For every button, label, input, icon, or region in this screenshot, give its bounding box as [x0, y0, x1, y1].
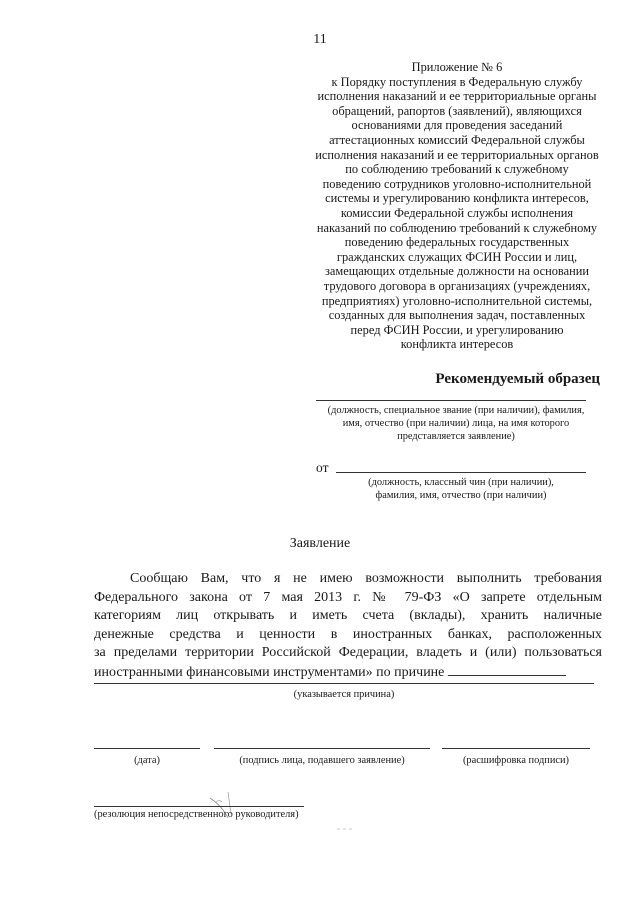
addressee-caption-line: (должность, специальное звание (при наличии), фамилия, [327, 405, 585, 416]
appendix-line: основаниями для проведения заседаний [351, 118, 563, 133]
body-line: Федерального закона от 7 мая 2013 г. № 79-ФЗ «О запрете отдельным [94, 589, 602, 605]
sender-caption-line: фамилия, имя, отчество (при наличии) [375, 490, 547, 501]
appendix-line: системы и урегулированию конфликта интересов, [325, 191, 589, 206]
date-line[interactable] [94, 748, 200, 749]
appendix-line: поведению федеральных государственных [344, 235, 570, 250]
appendix-line: исполнения наказаний и ее территориальных органов [315, 147, 599, 162]
resolution-caption: (резолюция непосредственного руководителя) [94, 809, 299, 820]
decryption-caption: (расшифровка подписи) [462, 755, 570, 766]
appendix-line: наказаний по соблюдению требований к служебному [316, 220, 598, 235]
appendix-line: по соблюдению требований к служебному [345, 162, 569, 177]
addressee-caption-line: имя, отчество (при наличии) лица, на имя которого [342, 418, 570, 429]
body-line: Сообщаю Вам, что я не имею возможности выполнить требования [130, 571, 602, 586]
signature-caption: (подпись лица, подавшего заявление) [239, 755, 405, 766]
sender-caption [326, 476, 596, 502]
date-caption: (дата) [134, 755, 160, 766]
sender-line[interactable] [336, 472, 586, 473]
statement-body [94, 570, 602, 683]
scan-speck [336, 826, 356, 832]
appendix-line: аттестационных комиссий Федеральной службы [329, 132, 585, 147]
signature-line[interactable] [214, 748, 430, 749]
addressee-line[interactable] [316, 400, 586, 401]
sender-caption-line: (должность, классный чин (при наличии), [368, 477, 554, 488]
reason-caption: (указывается причина) [293, 689, 395, 700]
document-title: Заявление [289, 536, 351, 551]
appendix-line: замещающих отдельные должности на основании [325, 264, 589, 279]
reason-line[interactable] [94, 683, 594, 684]
appendix-header [296, 60, 618, 352]
reason-inline-blank[interactable] [448, 663, 566, 676]
page-number: 11 [313, 32, 327, 47]
appendix-line: поведению сотрудников уголовно-исполнительной [322, 176, 592, 191]
appendix-line: созданных для выполнения задач, поставленных [328, 308, 586, 323]
appendix-line: обращений, рапортов (заявлений), являющихся [332, 103, 582, 118]
recommended-sample-label: Рекомендуемый образец [435, 371, 600, 387]
body-line: денежные средства и ценности в иностранных банках, расположенных [94, 626, 602, 642]
appendix-line: конфликта интересов [400, 337, 514, 352]
appendix-line: комиссии Федеральной службы исполнения [340, 205, 574, 220]
resolution-line[interactable] [94, 806, 304, 807]
appendix-line: к Порядку поступления в Федеральную службу [331, 74, 583, 89]
decryption-line[interactable] [442, 748, 590, 749]
appendix-line: гражданских служащих ФСИН России и лиц, [336, 249, 578, 264]
appendix-line: исполнения наказаний и ее территориальные органы [317, 89, 597, 104]
appendix-line: Приложение № 6 [411, 60, 503, 74]
appendix-line: предприятиях) уголовно-исполнительной системы, [321, 293, 593, 308]
appendix-line: трудового договора в организациях (учреждениях, [323, 278, 591, 293]
body-line: иностранными финансовыми инструментами» по причине [94, 664, 445, 680]
addressee-caption [296, 404, 616, 443]
addressee-caption-line: представляется заявление) [397, 431, 515, 442]
from-label: от [316, 460, 329, 475]
body-line: за пределами территории Российской Федерации, владеть и (или) пользоваться [94, 645, 602, 661]
appendix-line: перед ФСИН России, и урегулированию [350, 322, 564, 337]
body-line-final [94, 663, 602, 683]
body-line: категориям лиц открывать и иметь счета (вклады), хранить наличные [94, 608, 602, 624]
